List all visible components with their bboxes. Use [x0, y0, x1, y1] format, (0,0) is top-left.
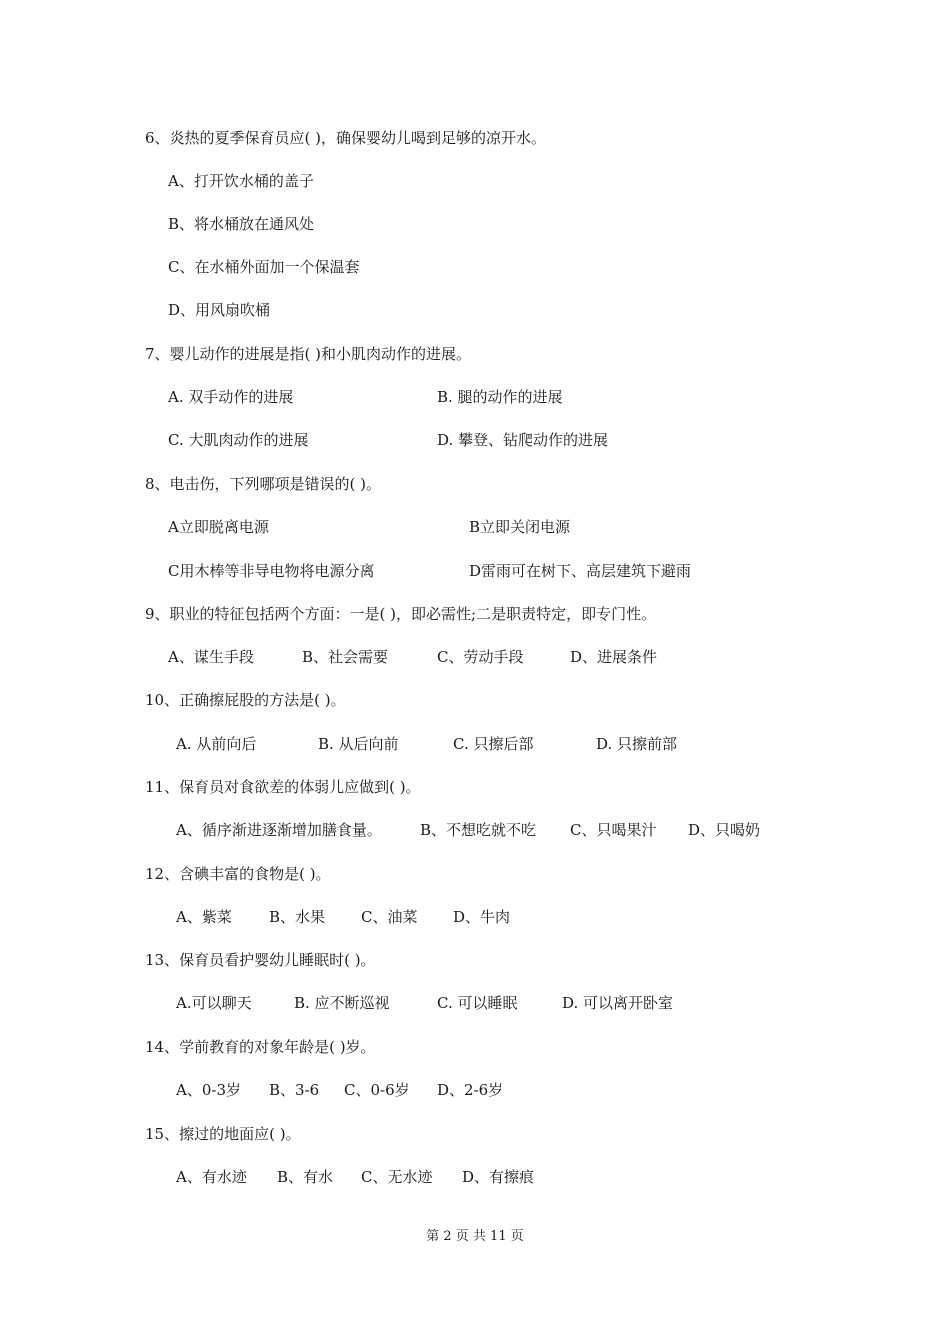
question-14-option-c: C、0-6岁 — [344, 1081, 410, 1099]
question-7-option-c: C. 大肌肉动作的进展 — [168, 431, 309, 449]
question-8-option-d: D雷雨可在树下、高层建筑下避雨 — [469, 562, 692, 580]
question-12-stem: 12、含碘丰富的食物是( )。 — [145, 865, 331, 883]
question-8-stem: 8、电击伤，下列哪项是错误的( )。 — [145, 475, 382, 493]
question-15-option-c: C、无水迹 — [361, 1168, 433, 1186]
question-10-option-b: B. 从后向前 — [318, 735, 399, 753]
question-6-option-b: B、将水桶放在通风处 — [168, 215, 315, 233]
question-12-option-d: D、牛肉 — [453, 908, 511, 926]
question-13-option-d: D. 可以离开卧室 — [562, 994, 674, 1012]
question-7-stem: 7、婴儿动作的进展是指( )和小肌肉动作的进展。 — [145, 345, 472, 363]
question-14-stem: 14、学前教育的对象年龄是( )岁。 — [145, 1038, 376, 1056]
question-7-option-d: D. 攀登、钻爬动作的进展 — [437, 431, 609, 449]
question-9-stem: 9、职业的特征包括两个方面：一是( )，即必需性;二是职责特定，即专门性。 — [145, 605, 657, 623]
question-14-option-d: D、2-6岁 — [437, 1081, 504, 1099]
question-11-stem: 11、保育员对食欲差的体弱儿应做到( )。 — [145, 778, 421, 796]
page-footer: 第 2 页 共 11 页 — [426, 1229, 524, 1244]
question-13-stem: 13、保育员看护婴幼儿睡眠时( )。 — [145, 951, 376, 969]
question-15-option-a: A、有水迹 — [176, 1168, 247, 1186]
question-9-option-b: B、社会需要 — [302, 648, 389, 666]
question-11-option-d: D、只喝奶 — [688, 821, 761, 839]
question-11-option-a: A、循序渐进逐渐增加膳食量。 — [176, 821, 382, 839]
question-6-option-d: D、用风扇吹桶 — [168, 301, 271, 319]
question-7-option-b: B. 腿的动作的进展 — [437, 388, 563, 406]
question-6-option-c: C、在水桶外面加一个保温套 — [168, 258, 360, 276]
question-9-option-a: A、谋生手段 — [168, 648, 254, 666]
question-9-option-d: D、进展条件 — [570, 648, 658, 666]
question-15-option-d: D、有擦痕 — [462, 1168, 535, 1186]
question-15-option-b: B、有水 — [277, 1168, 334, 1186]
question-14-option-a: A、0-3岁 — [176, 1081, 241, 1099]
question-12-option-c: C、油菜 — [361, 908, 418, 926]
question-11-option-c: C、只喝果汁 — [570, 821, 657, 839]
question-14-option-b: B、3-6 — [269, 1081, 320, 1099]
question-15-stem: 15、擦过的地面应( )。 — [145, 1125, 301, 1143]
question-10-option-a: A. 从前向后 — [176, 735, 257, 753]
question-10-stem: 10、正确擦屁股的方法是( )。 — [145, 691, 346, 709]
question-13-option-a: A.可以聊天 — [176, 994, 252, 1012]
question-8-option-b: B立即关闭电源 — [469, 518, 571, 536]
question-8-option-c: C用木棒等非导电物将电源分离 — [168, 562, 375, 580]
question-10-option-c: C. 只擦后部 — [453, 735, 534, 753]
question-12-option-a: A、紫菜 — [176, 908, 232, 926]
question-6-option-a: A、打开饮水桶的盖子 — [168, 172, 314, 190]
question-13-option-c: C. 可以睡眠 — [437, 994, 518, 1012]
question-13-option-b: B. 应不断巡视 — [294, 994, 390, 1012]
question-11-option-b: B、不想吃就不吃 — [420, 821, 537, 839]
question-12-option-b: B、水果 — [269, 908, 326, 926]
question-9-option-c: C、劳动手段 — [437, 648, 524, 666]
question-7-option-a: A. 双手动作的进展 — [168, 388, 294, 406]
question-10-option-d: D. 只擦前部 — [596, 735, 678, 753]
question-6-stem: 6、炎热的夏季保育员应( )，确保婴幼儿喝到足够的凉开水。 — [145, 129, 547, 147]
question-8-option-a: A立即脱离电源 — [168, 518, 269, 536]
